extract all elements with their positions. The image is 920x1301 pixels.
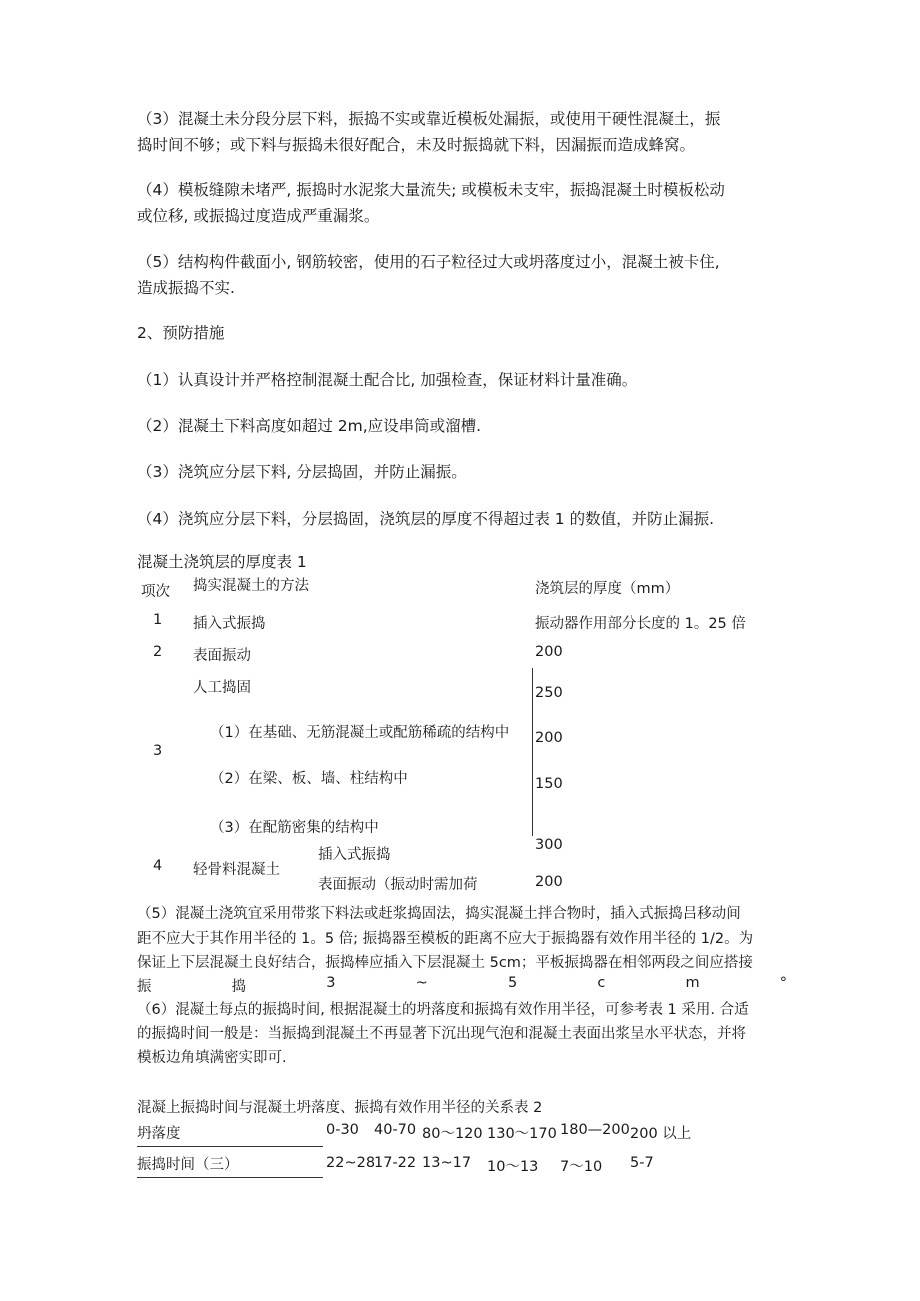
table2-row1-cell: 200 以上 [630, 1126, 692, 1142]
table1-row2-no: 2 [153, 644, 163, 660]
table1-row4-value-1: 300 [535, 837, 563, 853]
table1-row4-sub2: 表面振动（振动时需加荷 [318, 877, 478, 893]
table1-row4-value-2: 200 [535, 874, 563, 890]
para6-line-3: 模板边角填满密实即可. [137, 1050, 287, 1066]
measure-3: （3）浇筑应分层下料, 分层捣固，并防止漏振。 [137, 463, 467, 481]
justified-char: 3 [326, 975, 336, 991]
section-heading: 2、预防措施 [137, 324, 225, 342]
justified-char: ° [779, 975, 787, 991]
table1-caption: 混凝土浇筑层的厚度表 1 [137, 553, 307, 571]
table1-row3-sub2: （2）在梁、板、墙、柱结构中 [210, 771, 408, 787]
table1-row2-method: 表面振动 [193, 648, 251, 664]
cause-5-line-2: 造成振捣不实. [137, 279, 235, 297]
table1-row1-no: 1 [153, 612, 163, 628]
para5-line-2: 距不应大于其作用半径的 1。5 倍; 振捣器至模板的距离不应大于振捣器有效作用半径的 1/2。为 [137, 931, 754, 947]
para6-line-1: （6）混凝土每点的振捣时间, 根据混凝土的坍落度和振捣有效作用半径，可参考表 1 采用. 合适 [137, 1002, 749, 1018]
table2-row2-cell: 5-7 [630, 1155, 654, 1171]
table1-row4-method: 轻骨料混凝土 [193, 862, 280, 878]
table1-row4-no: 4 [153, 858, 163, 874]
table2-row1-label: 坍落度 [137, 1126, 181, 1142]
cause-5-line-1: （5）结构构件截面小, 钢筋较密，使用的石子粒径过大或坍落度过小，混凝土被卡住, [137, 253, 720, 271]
table2-row1-cell: 130～170 [487, 1126, 557, 1142]
table1-header-thickness: 浇筑层的厚度（mm） [535, 581, 680, 597]
justified-char: ~ [415, 975, 428, 991]
table1-row3-method: 人工捣固 [193, 680, 251, 696]
table1-row3-sub3: （3）在配筋密集的结构中 [210, 820, 379, 836]
table1-row1-method: 插入式振捣 [193, 616, 266, 632]
cause-4-line-1: （4）模板缝隙未堵严, 振捣时水泥浆大量流失; 或模板未支牢，振捣混凝土时模板松动 [137, 181, 725, 199]
table2-row2-cell: 22~28 [326, 1155, 376, 1171]
table2-row1-cell: 180—200 [560, 1122, 630, 1138]
table1-row3-value-0: 250 [535, 685, 563, 701]
justified-char: c [597, 975, 606, 991]
cause-3-line-2: 捣时间不够；或下料与振捣未很好配合，未及时振捣就下料，因漏振而造成蜂窝。 [137, 136, 696, 154]
cause-3-line-1: （3）混凝土未分段分层下料，振捣不实或靠近模板处漏振，或使用干硬性混凝土，振 [137, 110, 721, 128]
justified-char: 振 [137, 979, 152, 995]
measure-1: （1）认真设计并严格控制混凝土配合比, 加强检查，保证材料计量准确。 [137, 371, 638, 389]
table2-row2-cell: 7～10 [560, 1159, 603, 1175]
table1-header-no: 项次 [141, 584, 170, 600]
table2-row2-cell: 10～13 [487, 1159, 539, 1175]
table2-row1-cell: 0-30 [326, 1122, 359, 1138]
table2-rule-1 [137, 1146, 323, 1147]
table1-row3-value-2: 150 [535, 776, 563, 792]
table2-caption: 混凝上振捣时间与混凝土坍落度、振捣有效作用半径的关系表 2 [137, 1100, 543, 1116]
table2-rule-2 [137, 1177, 323, 1178]
table1-row3-no: 3 [153, 743, 163, 759]
table2-row1-cell: 80～120 [422, 1126, 483, 1142]
justified-char: m [685, 975, 700, 991]
table2-row2-cell: 17-22 [374, 1155, 417, 1171]
table1-row4-sub1: 插入式振捣 [318, 847, 391, 863]
cause-4-line-2: 或位移, 或振捣过度造成严重漏浆。 [137, 207, 380, 225]
para5-line-1: （5）混凝土浇筑宜采用带浆下料法或赶浆捣固法，捣实混凝土拌合物时，插入式振捣吕移动间 [137, 906, 741, 922]
table1-row3-value-1: 200 [535, 730, 563, 746]
table1-row1-value: 振动器作用部分长度的 1。25 倍 [535, 616, 746, 632]
justified-char: 捣 [231, 979, 247, 995]
justified-char: 5 [507, 975, 518, 991]
table1-row2-value: 200 [535, 644, 563, 660]
table1-row3-sub1: （1）在基础、无筋混凝土或配筋稀疏的结构中 [210, 725, 510, 741]
para5-line-3: 保证上下层混凝土良好结合，振捣棒应插入下层混凝土 5cm；平板振捣器在相邻两段之间应搭接 [137, 955, 753, 971]
measure-2: （2）混凝土下料高度如超过 2m,应设串筒或溜槽. [137, 417, 482, 435]
para5-line-4 [137, 975, 787, 996]
table2-row2-cell: 13~17 [422, 1155, 472, 1171]
para6-line-2: 的振捣时间一般是：当振捣到混凝土不再显著下沉出现气泡和混凝土表面出浆呈水平状态，并将 [137, 1026, 746, 1042]
table2-row2-label: 振捣时间（三） [137, 1157, 239, 1173]
table2-row1-cell: 40-70 [374, 1122, 417, 1138]
measure-4: （4）浇筑应分层下料，分层捣固，浇筑层的厚度不得超过表 1 的数值，并防止漏振. [137, 510, 715, 528]
table1-vertical-rule [532, 668, 533, 836]
table1-header-method: 捣实混凝土的方法 [193, 578, 309, 594]
